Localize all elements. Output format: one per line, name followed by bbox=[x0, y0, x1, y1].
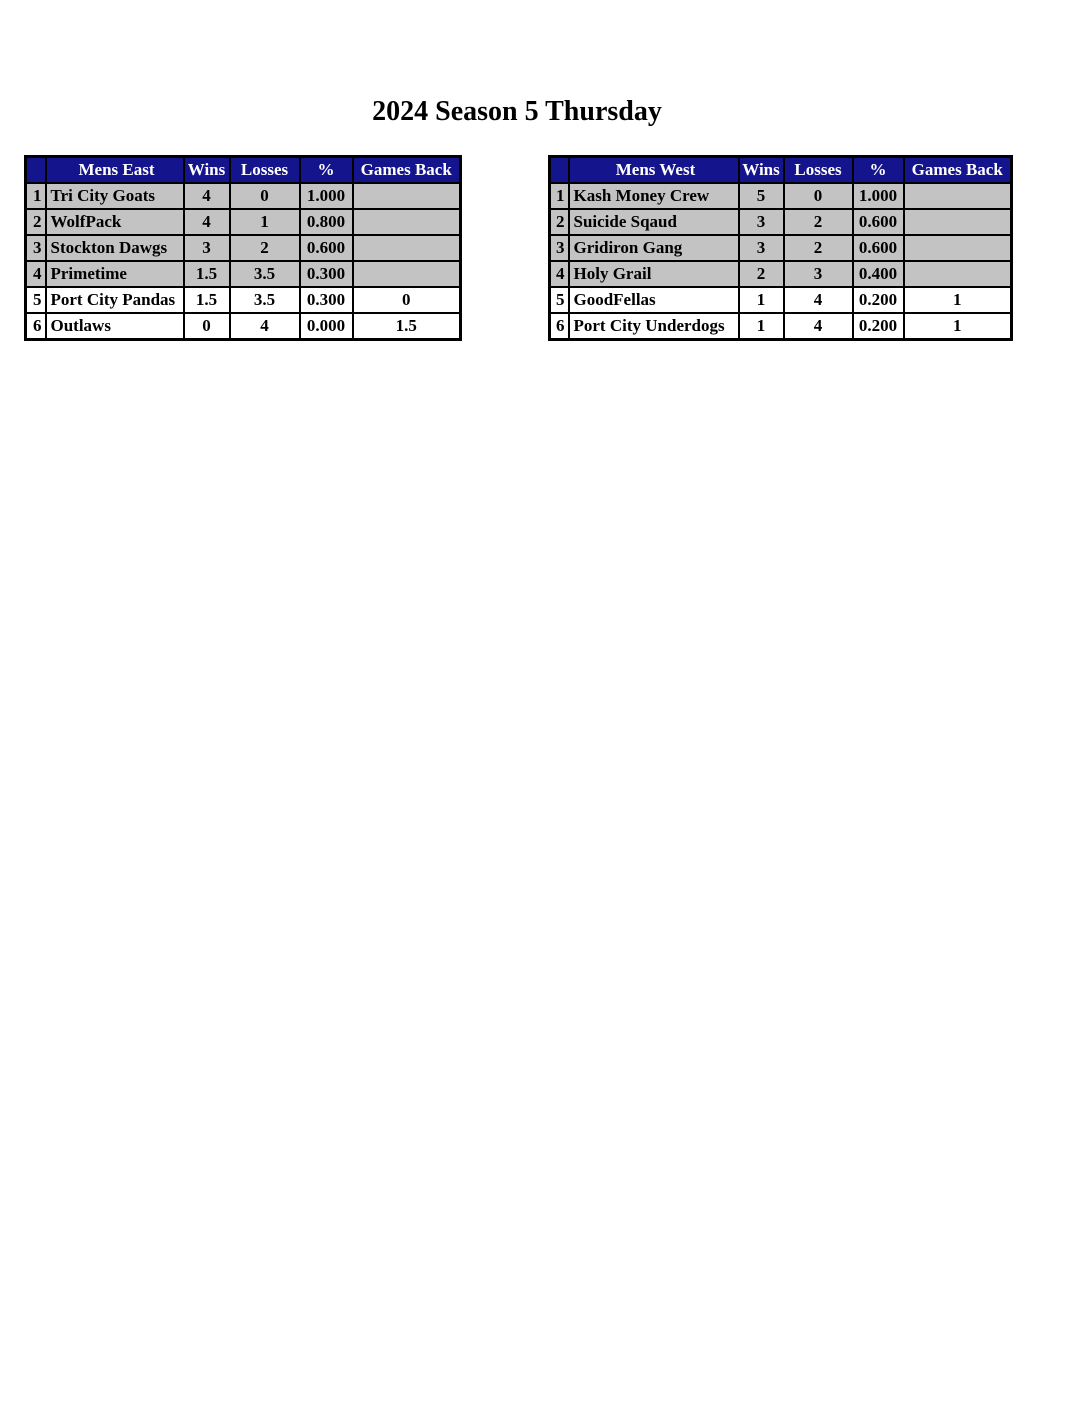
wins-header: Wins bbox=[739, 157, 784, 184]
team-cell: GoodFellas bbox=[569, 287, 739, 313]
games-back-cell: 0 bbox=[353, 287, 461, 313]
team-cell: Outlaws bbox=[46, 313, 184, 340]
table-row bbox=[26, 183, 461, 209]
rank-cell: 3 bbox=[550, 235, 569, 261]
games-back-cell bbox=[353, 183, 461, 209]
division-header: Mens West bbox=[569, 157, 739, 184]
wins-cell: 1 bbox=[739, 287, 784, 313]
losses-cell: 4 bbox=[784, 287, 853, 313]
team-cell: Stockton Dawgs bbox=[46, 235, 184, 261]
table-row bbox=[550, 287, 1012, 313]
wins-cell: 1.5 bbox=[184, 261, 230, 287]
rank-cell: 2 bbox=[26, 209, 46, 235]
wins-cell: 5 bbox=[739, 183, 784, 209]
wins-cell: 3 bbox=[184, 235, 230, 261]
wins-cell: 1 bbox=[739, 313, 784, 340]
team-cell: Primetime bbox=[46, 261, 184, 287]
team-cell: WolfPack bbox=[46, 209, 184, 235]
wins-cell: 1.5 bbox=[184, 287, 230, 313]
table-row bbox=[550, 261, 1012, 287]
wins-cell: 0 bbox=[184, 313, 230, 340]
team-cell: Gridiron Gang bbox=[569, 235, 739, 261]
games-back-header: Games Back bbox=[353, 157, 461, 184]
losses-header: Losses bbox=[784, 157, 853, 184]
wins-cell: 4 bbox=[184, 183, 230, 209]
rank-cell: 5 bbox=[550, 287, 569, 313]
games-back-cell: 1.5 bbox=[353, 313, 461, 340]
losses-cell: 3.5 bbox=[230, 261, 300, 287]
wins-cell: 3 bbox=[739, 235, 784, 261]
table-row bbox=[550, 209, 1012, 235]
team-cell: Port City Underdogs bbox=[569, 313, 739, 340]
losses-header: Losses bbox=[230, 157, 300, 184]
team-cell: Suicide Sqaud bbox=[569, 209, 739, 235]
rank-cell: 4 bbox=[26, 261, 46, 287]
games-back-cell bbox=[904, 183, 1012, 209]
losses-cell: 3 bbox=[784, 261, 853, 287]
rank-cell: 6 bbox=[550, 313, 569, 340]
header-row bbox=[550, 157, 1012, 184]
team-cell: Tri City Goats bbox=[46, 183, 184, 209]
rank-cell: 1 bbox=[26, 183, 46, 209]
losses-cell: 4 bbox=[230, 313, 300, 340]
pct-cell: 0.800 bbox=[300, 209, 353, 235]
rank-header-cell bbox=[550, 157, 569, 184]
division-header: Mens East bbox=[46, 157, 184, 184]
rank-header-cell bbox=[26, 157, 46, 184]
losses-cell: 3.5 bbox=[230, 287, 300, 313]
pct-cell: 0.200 bbox=[853, 313, 904, 340]
team-cell: Holy Grail bbox=[569, 261, 739, 287]
pct-cell: 1.000 bbox=[300, 183, 353, 209]
games-back-header: Games Back bbox=[904, 157, 1012, 184]
rank-cell: 2 bbox=[550, 209, 569, 235]
games-back-cell bbox=[904, 235, 1012, 261]
pct-cell: 0.200 bbox=[853, 287, 904, 313]
table-row bbox=[26, 287, 461, 313]
table-row bbox=[26, 209, 461, 235]
wins-cell: 3 bbox=[739, 209, 784, 235]
table-row bbox=[26, 261, 461, 287]
losses-cell: 2 bbox=[784, 235, 853, 261]
wins-cell: 2 bbox=[739, 261, 784, 287]
header-row bbox=[26, 157, 461, 184]
pct-cell: 0.300 bbox=[300, 261, 353, 287]
page-title: 2024 Season 5 Thursday bbox=[372, 96, 662, 127]
pct-header: % bbox=[853, 157, 904, 184]
games-back-cell bbox=[904, 261, 1012, 287]
losses-cell: 0 bbox=[230, 183, 300, 209]
games-back-cell bbox=[353, 209, 461, 235]
team-cell: Port City Pandas bbox=[46, 287, 184, 313]
losses-cell: 1 bbox=[230, 209, 300, 235]
pct-cell: 0.300 bbox=[300, 287, 353, 313]
games-back-cell bbox=[904, 209, 1012, 235]
standings-table-mens-west bbox=[548, 155, 1013, 341]
team-cell: Kash Money Crew bbox=[569, 183, 739, 209]
pct-cell: 1.000 bbox=[853, 183, 904, 209]
rank-cell: 3 bbox=[26, 235, 46, 261]
table-row bbox=[550, 183, 1012, 209]
pct-cell: 0.000 bbox=[300, 313, 353, 340]
wins-header: Wins bbox=[184, 157, 230, 184]
rank-cell: 1 bbox=[550, 183, 569, 209]
pct-header: % bbox=[300, 157, 353, 184]
losses-cell: 2 bbox=[784, 209, 853, 235]
losses-cell: 0 bbox=[784, 183, 853, 209]
losses-cell: 2 bbox=[230, 235, 300, 261]
standings-table-mens-east bbox=[24, 155, 462, 341]
pct-cell: 0.600 bbox=[853, 235, 904, 261]
games-back-cell: 1 bbox=[904, 313, 1012, 340]
pct-cell: 0.600 bbox=[853, 209, 904, 235]
wins-cell: 4 bbox=[184, 209, 230, 235]
pct-cell: 0.400 bbox=[853, 261, 904, 287]
rank-cell: 5 bbox=[26, 287, 46, 313]
games-back-cell bbox=[353, 261, 461, 287]
table-row bbox=[550, 313, 1012, 340]
table-row bbox=[550, 235, 1012, 261]
table-row bbox=[26, 313, 461, 340]
pct-cell: 0.600 bbox=[300, 235, 353, 261]
games-back-cell: 1 bbox=[904, 287, 1012, 313]
rank-cell: 4 bbox=[550, 261, 569, 287]
losses-cell: 4 bbox=[784, 313, 853, 340]
rank-cell: 6 bbox=[26, 313, 46, 340]
table-row bbox=[26, 235, 461, 261]
games-back-cell bbox=[353, 235, 461, 261]
